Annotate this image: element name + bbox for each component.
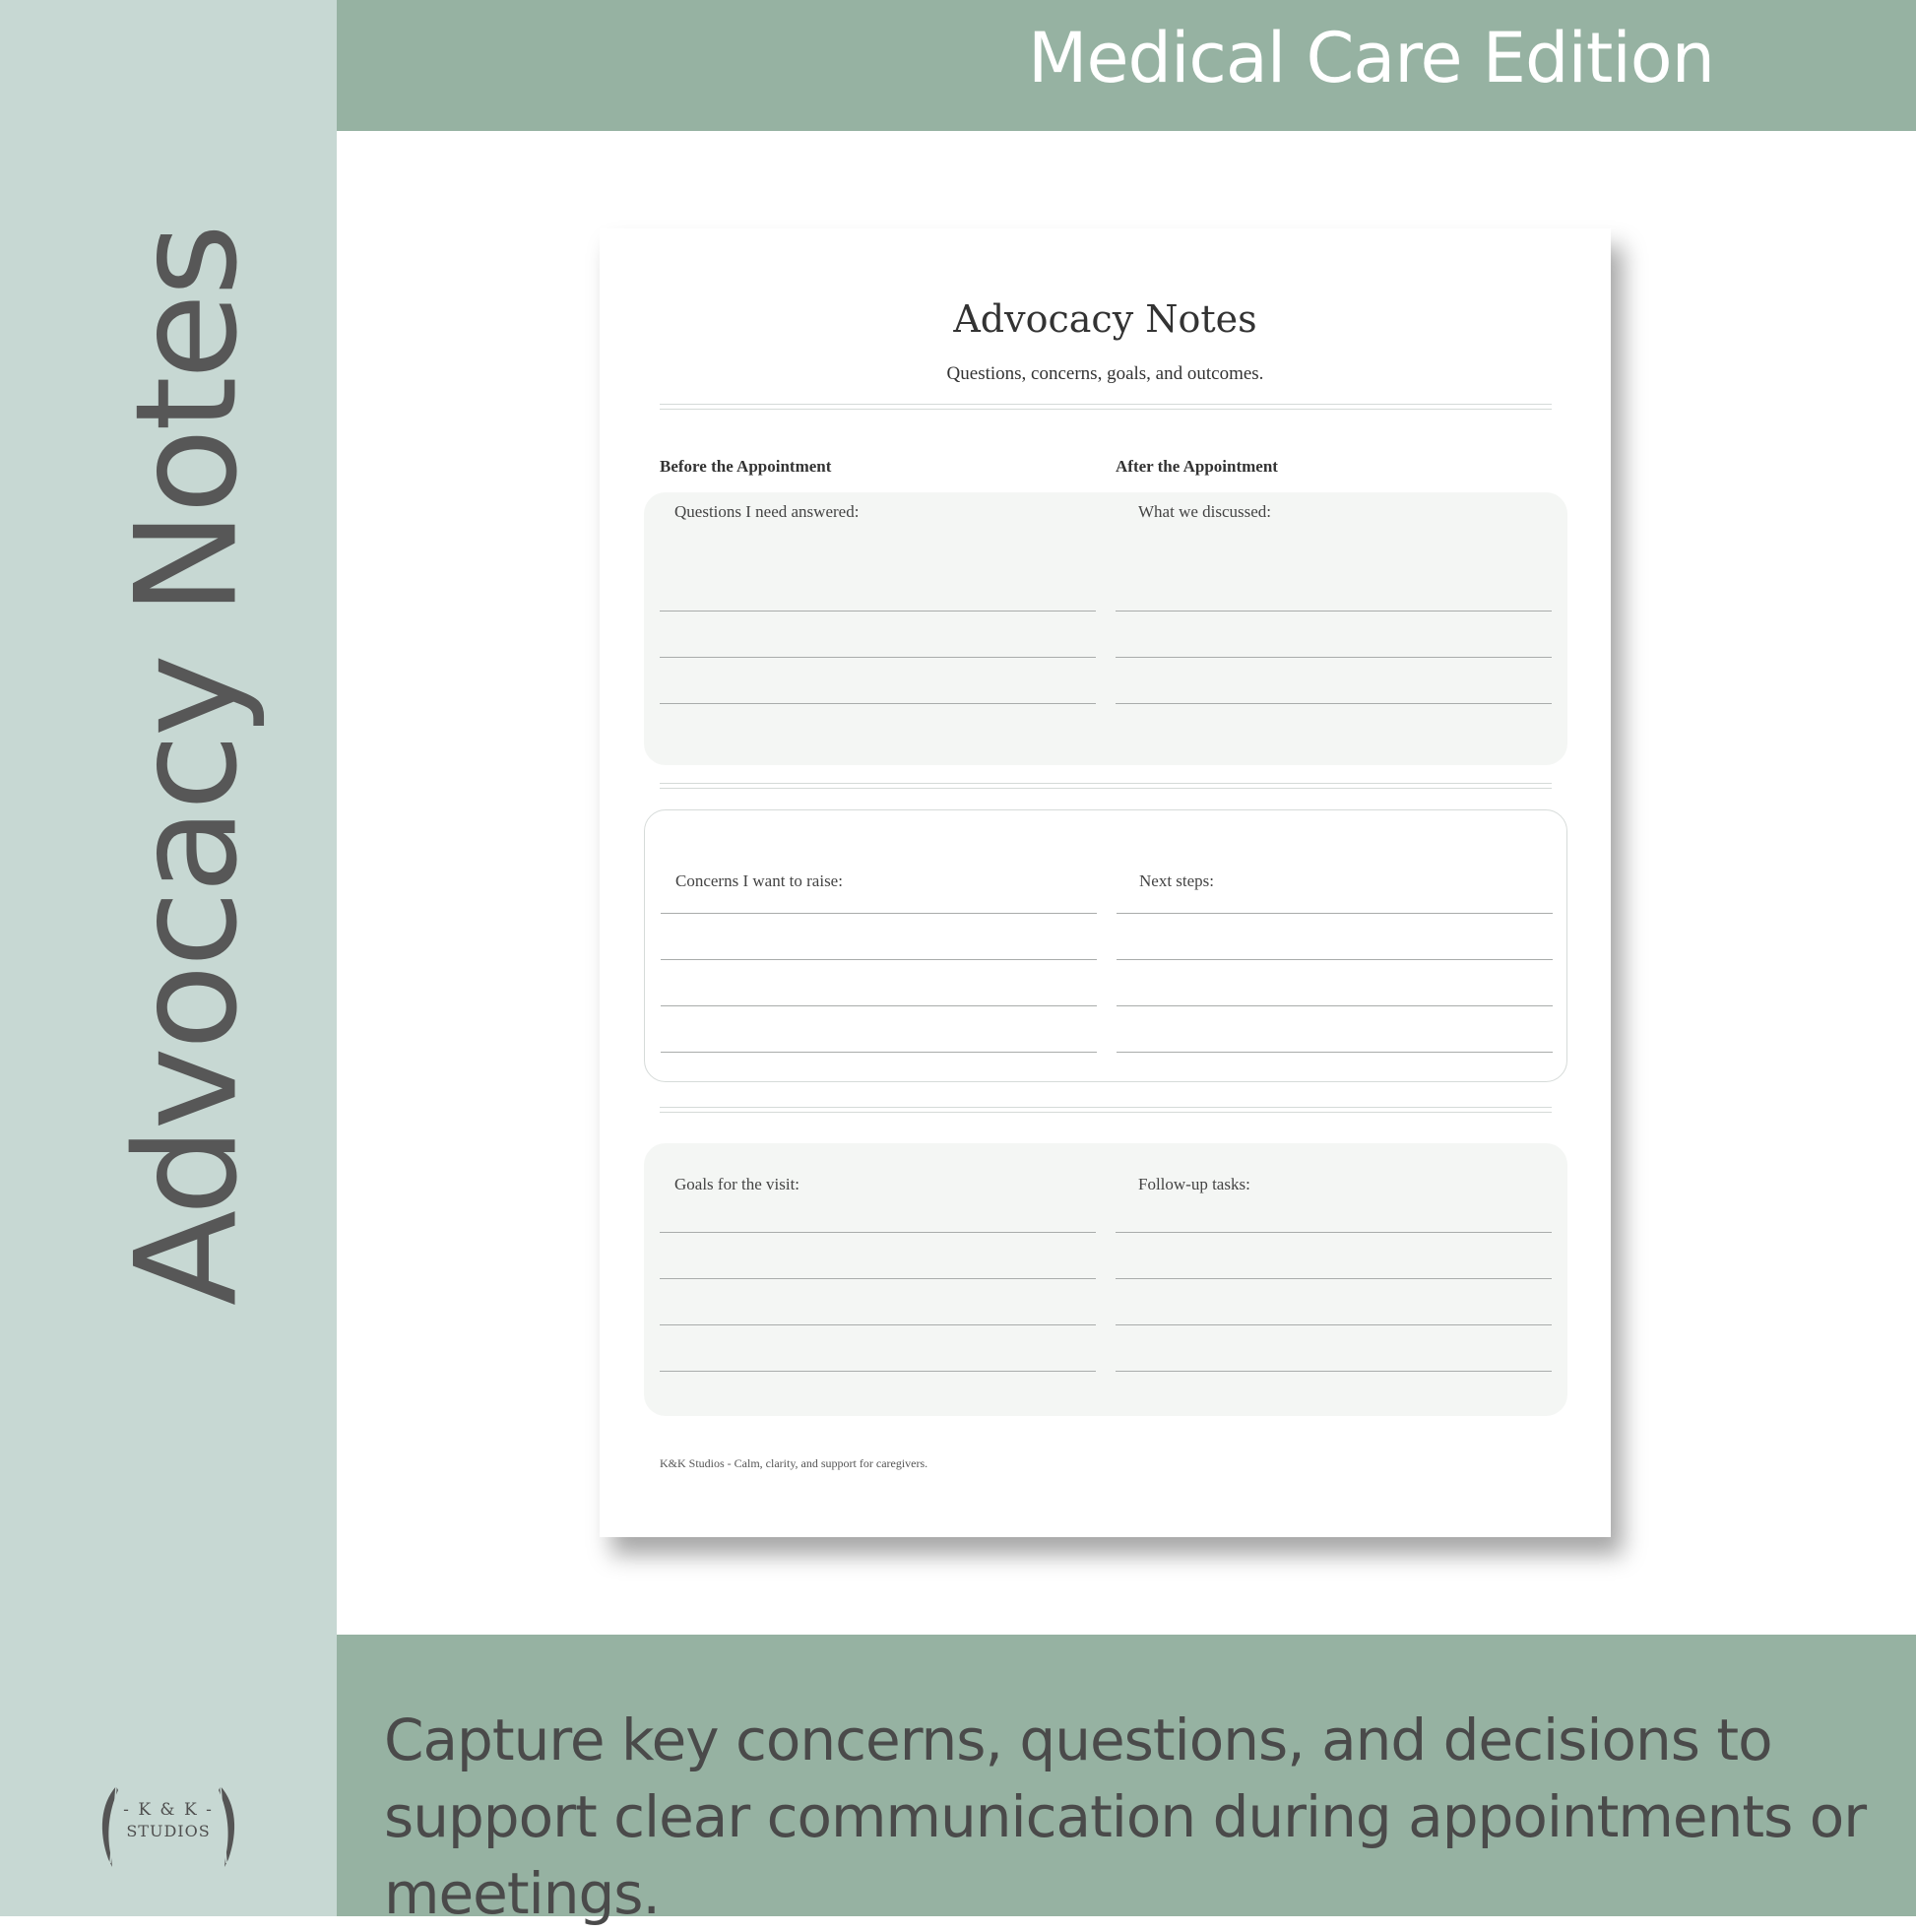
- write-line[interactable]: [660, 657, 1096, 658]
- write-line[interactable]: [661, 913, 1097, 914]
- write-line[interactable]: [660, 1371, 1096, 1372]
- field-label-discussed: What we discussed:: [1138, 502, 1272, 521]
- tagline: Capture key concerns, questions, and decisions to support clear communication during appointments or meetings.: [384, 1707, 1867, 1927]
- column-heading-after: After the Appointment: [1116, 457, 1278, 476]
- write-line[interactable]: [661, 1052, 1097, 1053]
- sidebar: [0, 0, 337, 1916]
- column-heading-before: Before the Appointment: [660, 457, 832, 476]
- divider-top: [660, 404, 1552, 410]
- section-panel-concerns: [644, 809, 1567, 1082]
- write-line[interactable]: [1116, 703, 1552, 704]
- field-label-follow-up: Follow-up tasks:: [1138, 1175, 1250, 1193]
- write-line[interactable]: [661, 959, 1097, 960]
- brand-logo: [96, 1782, 240, 1869]
- top-banner: [337, 0, 1916, 131]
- write-line[interactable]: [1116, 611, 1552, 612]
- write-line[interactable]: [1117, 1005, 1553, 1006]
- document-subtitle: Questions, concerns, goals, and outcomes.: [946, 363, 1264, 384]
- write-line[interactable]: [660, 1232, 1096, 1233]
- write-line[interactable]: [1116, 1232, 1552, 1233]
- field-label-next-steps: Next steps:: [1139, 871, 1215, 890]
- document-title: Advocacy Notes: [953, 297, 1257, 341]
- section-panel-questions: [644, 492, 1567, 765]
- logo-line-1: - K & K -: [123, 1800, 214, 1820]
- write-line[interactable]: [1116, 1278, 1552, 1279]
- write-line[interactable]: [660, 1324, 1096, 1325]
- divider-middle: [660, 783, 1552, 789]
- write-line[interactable]: [661, 1005, 1097, 1006]
- section-panel-goals: [644, 1143, 1567, 1416]
- write-line[interactable]: [1116, 657, 1552, 658]
- write-line[interactable]: [1116, 1371, 1552, 1372]
- document-footer: K&K Studios - Calm, clarity, and support for caregivers.: [660, 1456, 928, 1470]
- write-line[interactable]: [660, 1278, 1096, 1279]
- document-preview: [600, 228, 1611, 1537]
- write-line[interactable]: [1117, 913, 1553, 914]
- write-line[interactable]: [660, 611, 1096, 612]
- write-line[interactable]: [1117, 959, 1553, 960]
- field-label-concerns: Concerns I want to raise:: [675, 871, 843, 890]
- vertical-title: Advocacy Notes: [105, 225, 269, 1307]
- write-line[interactable]: [1116, 1324, 1552, 1325]
- write-line[interactable]: [660, 703, 1096, 704]
- write-line[interactable]: [1117, 1052, 1553, 1053]
- bottom-banner: [337, 1635, 1916, 1927]
- field-label-goals: Goals for the visit:: [674, 1175, 800, 1193]
- divider-lower: [660, 1107, 1552, 1113]
- field-label-questions: Questions I need answered:: [674, 502, 860, 521]
- edition-label: Medical Care Edition: [1028, 18, 1714, 98]
- logo-line-2: STUDIOS: [126, 1822, 211, 1840]
